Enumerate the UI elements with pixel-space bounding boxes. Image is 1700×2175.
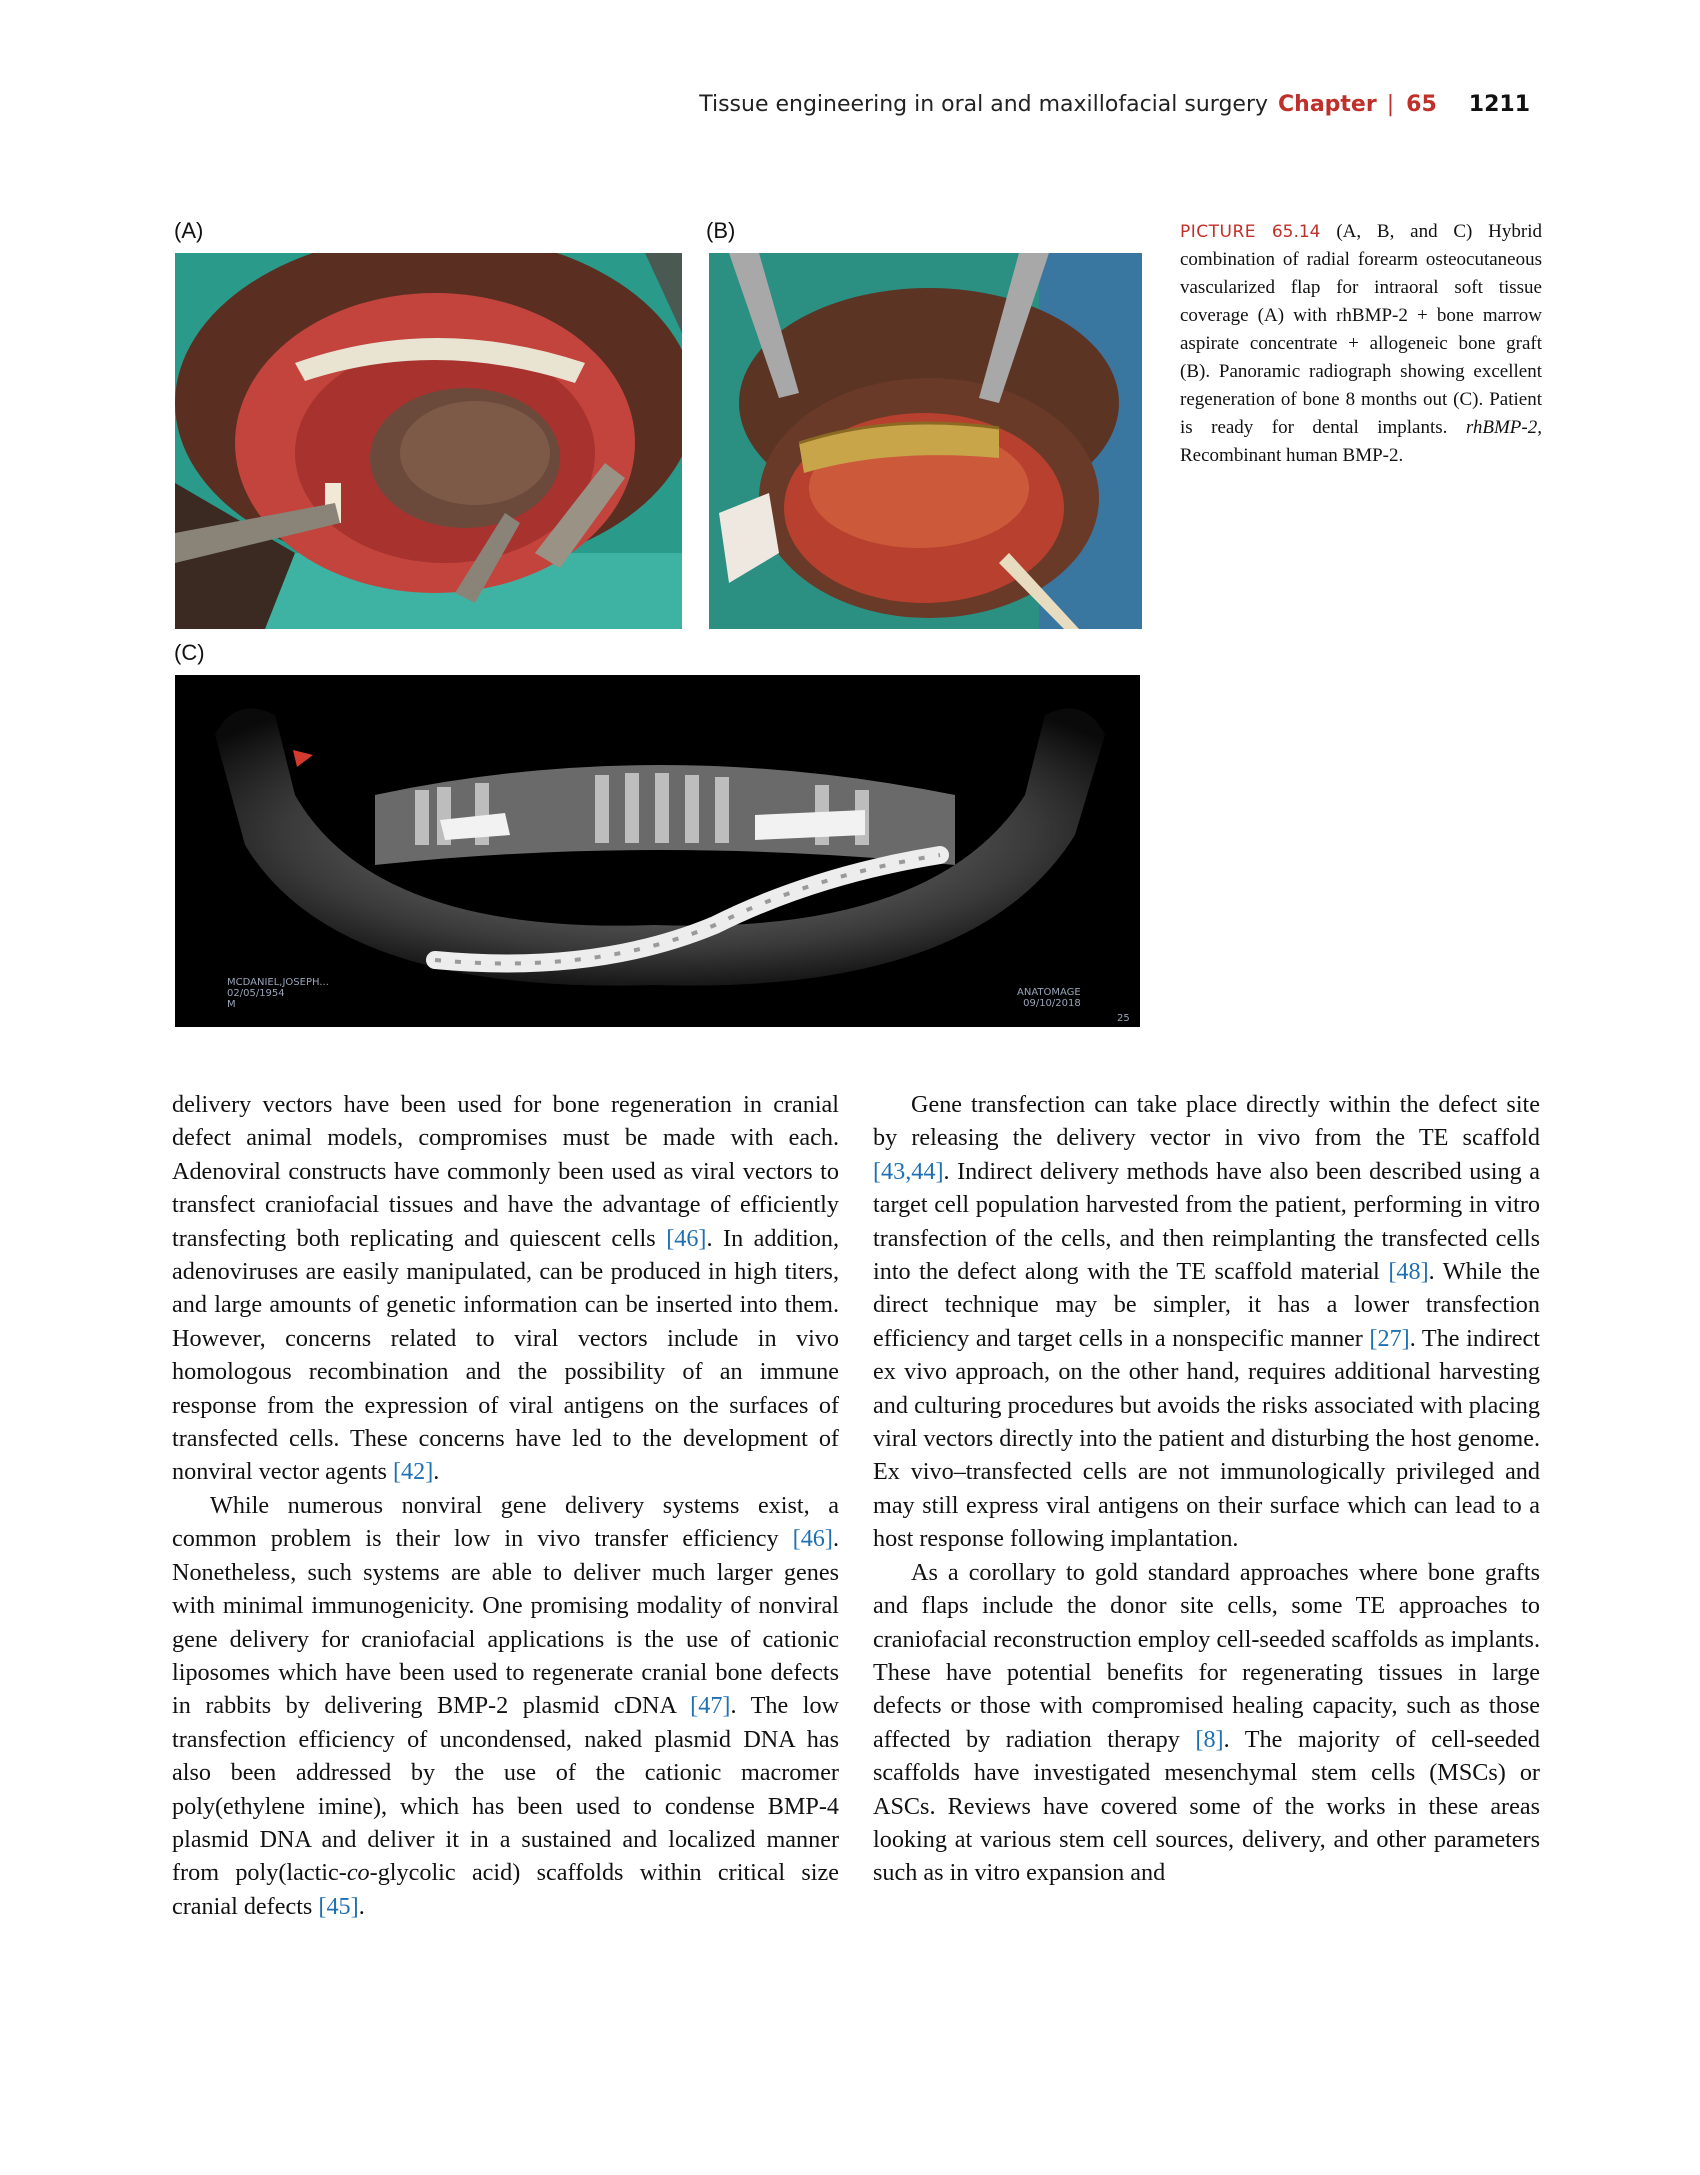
intraoral-photo — [175, 253, 682, 629]
citation-link[interactable]: [46] — [792, 1525, 833, 1553]
caption-number: 65.14 — [1271, 222, 1321, 242]
citation-link[interactable]: [42] — [392, 1458, 434, 1486]
citation-link[interactable]: [46] — [666, 1224, 707, 1252]
caption-text-end: Recombinant human BMP-2. — [1180, 445, 1404, 466]
citation-link[interactable]: [48] — [1388, 1258, 1429, 1286]
panel-c-label: (C) — [174, 640, 205, 665]
radiograph-patient-label: MCDANIEL,JOSEPH... 02/05/1954 M — [227, 977, 329, 1010]
running-header — [699, 92, 1530, 122]
chapter-number: 65 — [1406, 92, 1437, 117]
left-paragraph-2: While numerous nonviral gene delivery systems exist, a common problem is their low in vivo transfer efficiency [46]. Nonetheless, such systems are able to deliver much larger genes with minimal immunogenicity. One promising modality of nonviral gene delivery for craniofacial applications is the use of cationic liposomes which have been used to regenerate cranial bone defects in rabbits by delivering BMP-2 plasmid cDNA [47]. The low transfection efficiency of uncondensed, naked plasmid DNA has also been addressed by the use of the cationic macromer poly(ethylene imine), which has been used to condense BMP-4 plasmid DNA and deliver it in a sustained and localized manner from poly(lactic-co-glycolic acid) scaffolds within critical size cranial defects [45]. — [172, 1491, 840, 1920]
citation-link[interactable]: [47] — [690, 1692, 731, 1720]
panoramic-radiograph — [175, 675, 1140, 1027]
radiograph-software-label: ANATOMAGE 09/10/2018 — [1017, 987, 1081, 1009]
page-number: 1211 — [1468, 92, 1530, 117]
panel-b-label: (B) — [706, 218, 736, 243]
right-paragraph-2: As a corollary to gold standard approaches where bone grafts and flaps include the donor site cells, some TE approaches to craniofacial reconstruction employ cell-seeded scaffolds as implants. These have potential benefits for regenerating tissues in large defects or those with compromised healing capacity, such as those affected by radiation therapy [8]. The majority of cell-seeded scaffolds have investigated mesenchymal stem cells (MSCs) or ASCs. Reviews have covered some of the works in these areas looking at various stem cell sources, delivery, and other parameters such as in vitro expansion and — [873, 1558, 1540, 1887]
caption-abbreviation: rhBMP-2, — [1465, 417, 1542, 438]
right-column — [873, 1088, 1540, 1890]
citation-link[interactable]: [8] — [1195, 1725, 1224, 1753]
running-title: Tissue engineering in oral and maxillofacial surgery — [699, 92, 1269, 117]
right-paragraph-1: Gene transfection can take place directly within the defect site by releasing the delivery vector in vivo from the TE scaffold [43,44]. Indirect delivery methods have also been described using a target cell population harvested from the patient, performing in vitro transfection of the cells, and then reimplanting the transfected cells into the defect along with the TE scaffold material [48]. While the direct technique may be simpler, it has a lower transfection efficiency and target cells in a nonspecific manner [27]. The indirect ex vivo approach, on the other hand, requires additional harvesting and culturing procedures but avoids the risks associated with placing viral vectors directly into the patient and disturbing the host genome. Ex vivo–transfected cells are not immunologically privileged and may still express viral antigens on their surface which can lead to a host response following implantation. — [873, 1091, 1541, 1553]
citation-link[interactable]: [43,44] — [873, 1157, 944, 1185]
citation-link[interactable]: [27] — [1369, 1324, 1410, 1352]
figure-caption — [1180, 218, 1542, 470]
left-column — [172, 1088, 839, 1923]
chapter-label: Chapter — [1278, 92, 1377, 117]
chapter-separator: | — [1386, 92, 1395, 117]
italic-text: co — [346, 1859, 370, 1887]
panel-a-label: (A) — [174, 218, 204, 243]
surgical-field-photo — [709, 253, 1142, 629]
citation-link[interactable]: [45] — [318, 1892, 359, 1920]
caption-label: PICTURE — [1180, 222, 1257, 242]
radiograph-corner-label: 25 — [1117, 1013, 1130, 1024]
left-paragraph-1: delivery vectors have been used for bone regeneration in cranial defect animal models, compromises must be made with each. Adenoviral constructs have commonly been used as viral vectors to transfect craniofacial tissues and have the advantage of efficiently transfecting both replicating and quiescent cells [46]. In addition, adenoviruses are easily manipulated, can be produced in high titers, and large amounts of genetic information can be inserted into them. However, concerns related to viral vectors include in vivo homologous recombination and the possibility of an immune response from the expression of viral antigens on the surfaces of transfected cells. These concerns have led to the development of nonviral vector agents [42]. — [172, 1091, 839, 1486]
caption-text: (A, B, and C) Hybrid combination of radial forearm osteocutaneous vascularized flap for intraoral soft tissue coverage (A) with rhBMP-2 + bone marrow aspirate concentrate + allogeneic bone graft (B). Panoramic radiograph showing excellent regeneration of bone 8 months out (C). Patient is ready for dental implants. — [1180, 221, 1543, 438]
